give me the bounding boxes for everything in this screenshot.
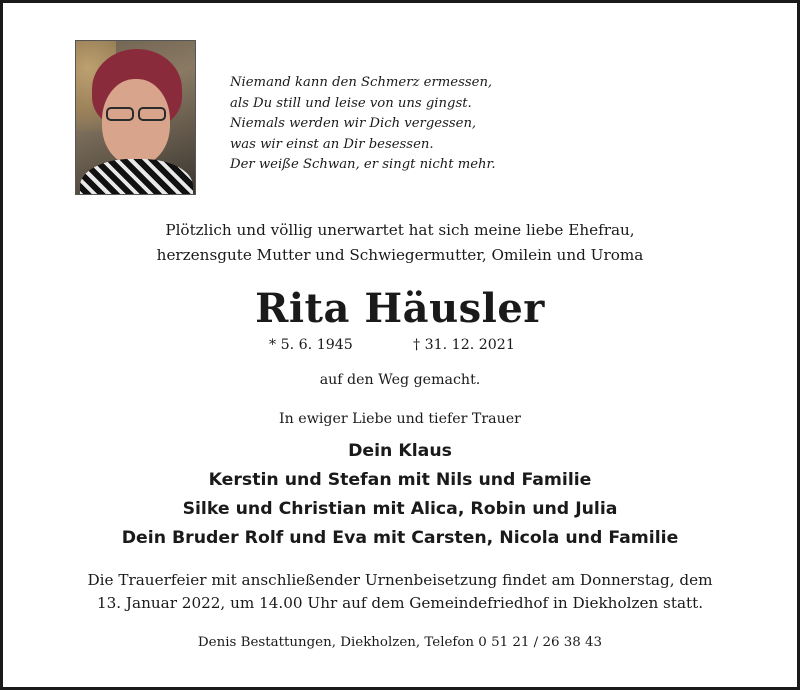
- funeral-notice: [0, 569, 800, 615]
- portrait-photo: [75, 40, 196, 195]
- poem-line: was wir einst an Dir besessen.: [230, 136, 434, 152]
- path-text: auf den Weg gemacht.: [319, 372, 481, 388]
- poem-line: Niemals werden wir Dich vergessen,: [230, 116, 477, 131]
- poem-line: Der weiße Schwan, er singt nicht mehr.: [230, 157, 496, 172]
- mourning-text: In ewiger Liebe und tiefer Trauer: [279, 411, 521, 427]
- funeral-home-footer: Denis Bestattungen, Diekholzen, Telefon 0 51 21 / 26 38 43: [197, 635, 603, 650]
- death-date: † 31. 12. 2021: [413, 337, 515, 353]
- intro-line: Plötzlich und völlig unerwartet hat sich meine liebe Ehefrau,: [165, 221, 635, 239]
- notice-line: Die Trauerfeier mit anschließender Urnenbeisetzung findet am Donnerstag, dem: [87, 571, 713, 589]
- intro-line: herzensgute Mutter und Schwiegermutter, Omilein und Uroma: [156, 246, 644, 264]
- mourners-list: [0, 437, 800, 553]
- life-dates: [0, 335, 800, 355]
- poem-line: Niemand kann den Schmerz ermessen,: [230, 75, 493, 90]
- mourner-line: Dein Bruder Rolf und Eva mit Carsten, Nicola und Familie: [121, 528, 679, 548]
- deceased-name: Rita Häusler: [255, 285, 545, 332]
- intro-text: [0, 218, 800, 268]
- poem: [230, 73, 560, 176]
- poem-line: als Du still und leise von uns gingst.: [230, 95, 472, 111]
- mourner-line: Kerstin und Stefan mit Nils und Familie: [208, 470, 592, 490]
- mourner-line: Dein Klaus: [348, 441, 452, 461]
- notice-line: 13. Januar 2022, um 14.00 Uhr auf dem Gemeindefriedhof in Diekholzen statt.: [96, 594, 704, 612]
- birth-date: * 5. 6. 1945: [269, 337, 353, 353]
- mourner-line: Silke und Christian mit Alica, Robin und Julia: [182, 499, 618, 519]
